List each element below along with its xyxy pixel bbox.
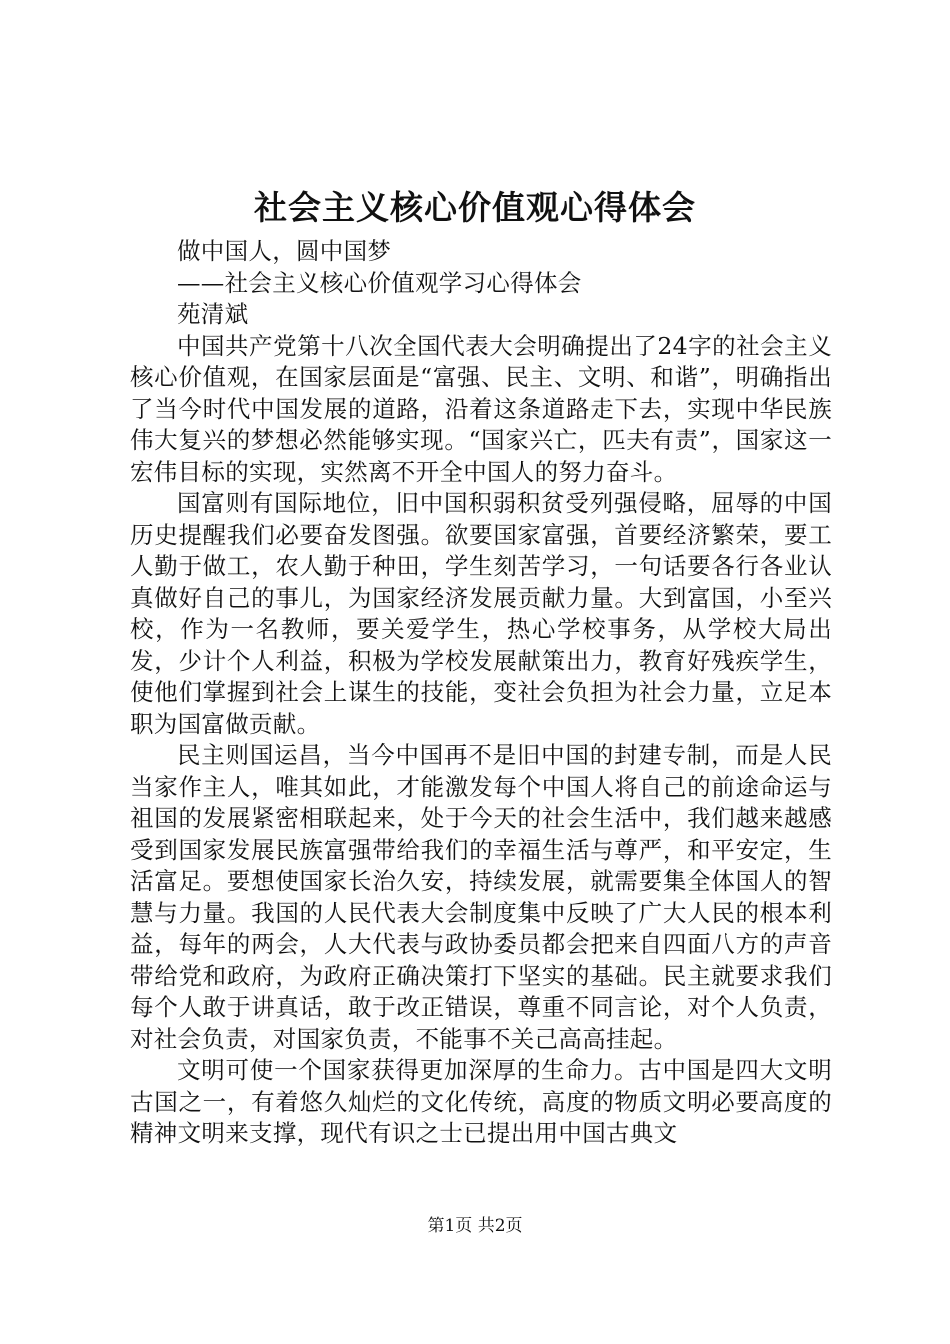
body-paragraph: 文明可使一个国家获得更加深厚的生命力。古中国是四大文明古国之一，有着悠久灿烂的文化传统，高度的物质文明必要高度的精神文明来支撑，现代有识之士已提出用中国古典文 — [130, 1056, 832, 1147]
body-paragraph: 民主则国运昌，当今中国再不是旧中国的封建专制，而是人民当家作主人，唯其如此，才能激发每个中国人将自己的前途命运与祖国的发展紧密相联起来，处于今天的社会生活中，我们越来越感受到国家发展民族富强带给我们的幸福生活与尊严，和平安定，生活富足。要想使国家长治久安，持续发展，就需要集全体国人的智慧与力量。我国的人民代表大会制度集中反映了广大人民的根本利益，每年的两会，人大代表与政协委员都会把来自四面八方的声音带给党和政府，为政府正确决策打下坚实的基础。民主就要求我们每个人敢于讲真话，敢于改正错误，尊重不同言论，对个人负责，对社会负责，对国家负责，不能事不关己高高挂起。 — [130, 741, 832, 1053]
page-footer: 第1页 共2页 — [427, 1216, 523, 1236]
body-paragraph: 中国共产党第十八次全国代表大会明确提出了24字的社会主义核心价值观，在国家层面是“富强、民主、文明、和谐”，明确指出了当今时代中国发展的道路，沿着这条道路走下去，实现中华民族伟大复兴的梦想必然能够实现。“国家兴亡，匹夫有责”，国家这一宏伟目标的实现，实然离不开全中国人的努力奋斗。 — [130, 331, 832, 486]
author-line: 苑清斌 — [177, 300, 249, 328]
document-title: 社会主义核心价值观心得体会 — [254, 188, 696, 227]
subtitle-dash-line: ——社会主义核心价值观学习心得体会 — [177, 268, 582, 297]
document-body — [130, 236, 832, 1150]
subtitle-line: 做中国人，圆中国梦 — [177, 237, 392, 265]
body-paragraph: 国富则有国际地位，旧中国积弱积贫受列强侵略，屈辱的中国历史提醒我们必要奋发图强。欲要国家富强，首要经济繁荣，要工人勤于做工，农人勤于种田，学生刻苦学习，一句话要各行各业认真做好自己的事儿，为国家经济发展贡献力量。大到富国，小至兴校，作为一名教师，要关爱学生，热心学校事务，从学校大局出发，少计个人利益，积极为学校发展献策出力，教育好残疾学生，使他们掌握到社会上谋生的技能，变社会负担为社会力量，立足本职为国富做贡献。 — [130, 489, 832, 738]
